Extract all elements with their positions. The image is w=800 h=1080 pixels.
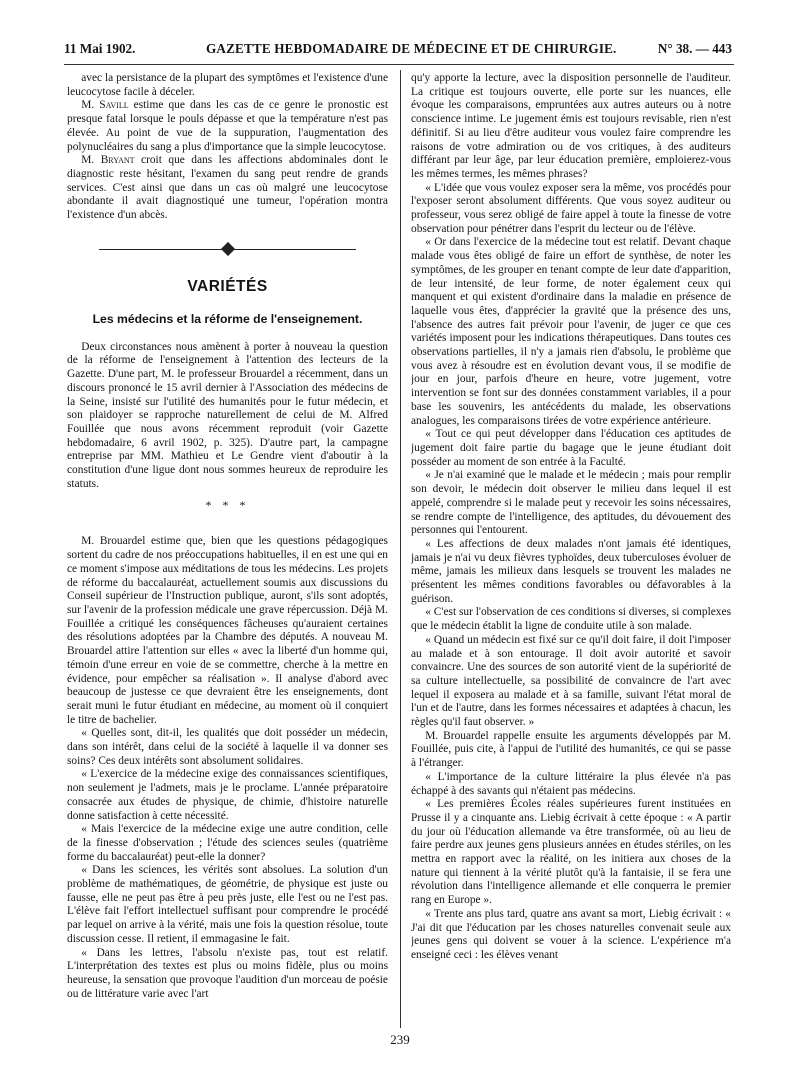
right-column (411, 72, 731, 1032)
speaker-name: M. Bryant (81, 154, 135, 167)
paragraph: « L'idée que vous voulez exposer sera la même, vos procédés pour l'exposer seront absolument différents. Que vous soyez auditeur ou professeur, vous serez obligé de faire appel à toute la finesse de votre observation pour pénétrer dans l'esprit du lecteur ou de l'élève. (411, 181, 731, 235)
paragraph: « Dans les lettres, l'absolu n'existe pas, tout est relatif. L'interprétation des textes est plus ou moins fidèle, plus ou moins heureuse, la sensation que provoque l'audition d'un morceau de poésie ou de littérature varie avec l'art (67, 946, 388, 1000)
issue-number-page: N° 38. — 443 (657, 41, 732, 56)
running-header (64, 40, 732, 58)
paragraph: M. Brouardel rappelle ensuite les arguments développés par M. Fouillée, puis cite, à l'appui de l'utilité des humanités, ce qui se passe à l'étranger. (411, 729, 731, 770)
paragraph: « Tout ce qui peut développer dans l'éducation ces aptitudes de jugement doit faire partie du bagage que le jeune étudiant doit posséder au moment de son entrée à la Faculté. (411, 428, 731, 468)
paragraph: M. Bryant croit que dans les affections abdominales dont le diagnostic reste hésitant, l'examen du sang peut rendre de grands services. C'est ainsi que dans un cas où malgré une leucocytose abondante il avait diagnostiqué une tumeur, l'opération montra l'existence d'un abcès. (67, 154, 388, 222)
header-rule (64, 64, 734, 65)
article-intro: Deux circonstances nous amènent à porter à nouveau la question de la réforme de l'enseignement à l'attention des lecteurs de la Gazette. D'une part, M. le professeur Brouardel a récemment, dans un discours prononcé le 15 avril dernier à l'Association des médecins de la Seine, insisté sur l'utilité des humanités pour le futur médecin, et son plaidoyer se rapproche naturellement de celui de M. Alfred Fouillée que nous avons récemment reproduit (voir Gazette hebdomadaire, 6 avril 1902, p. 325). D'autre part, la campagne entreprise par MM. Mathieu et Le Gendre vient d'aboutir à la constitution d'une ligue dont nous sommes heureux de reproduire les statuts. (67, 340, 388, 490)
paragraph: « Trente ans plus tard, quatre ans avant sa mort, Liebig écrivait : « J'ai dit que l'éducation par les choses naturelles convenait seule aux jeunes gens qui doivent se vouer à la science. L'expérience m'a enseigné ceci : les élèves venant (411, 907, 731, 961)
paragraph: M. Savill estime que dans les cas de ce genre le pronostic est presque fatal lorsque le pouls dépasse et que la température n'est pas élevée. Au point de vue de la suppuration, l'augmentation des polynucléaires du sang a plus d'importance que la simple leucocytose. (67, 99, 388, 153)
paragraph: « Les affections de deux malades n'ont jamais été identiques, jamais je n'ai vu deux fièvres typhoïdes, deux tuberculoses évoluer de même, jamais les milieux dans lesquels se trouvent les malades ne présentent les mêmes conditions favorables ou défavorables à la guérison. (411, 537, 731, 605)
page-folio: 239 (390, 1032, 410, 1047)
paragraph: « Dans les sciences, les vérités sont absolues. La solution d'un problème de mathématiques, de géométrie, de physique est juste ou fausse, elle ne peut pas être à peu près juste, elle l'est ou ne l'est pas. L'élève fait l'effort intellectuel suffisant pour comprendre le procédé par lequel on arrive à la vérité, mais une fois la question résolue, toute discussion cesse. Il retient, il emmagasine le fait. (67, 864, 388, 945)
diamond-icon (220, 242, 234, 256)
issue-date: 11 Mai 1902. (64, 41, 136, 56)
paragraph: « Les premières Écoles réales supérieures furent instituées en Prusse il y a cinquante ans. Liebig écrivait à cette époque : « A partir du jour où l'éducation allemande va être transformée, où au lieu de faire perdre aux jeunes gens plusieurs années en études stériles, on les mettra en rapport avec la réalité, on les initiera aux choses de la nature qui tiennent à la vérité plutôt qu'à la fantaisie, il se fera une révolution dans l'intelligence allemande et elle conquerra le premier rang en Europe ». (411, 798, 731, 907)
paragraph: avec la persistance de la plupart des symptômes et l'existence d'une leucocytose facile à déceler. (67, 72, 388, 98)
paragraph: qu'y apporte la lecture, avec la disposition personnelle de l'auditeur. La critique est toujours ouverte, elle porte sur les nuances, elle évoque les comparaisons, empruntées aux autres auteurs ou à notre conscience intime. Le jugement émis est toujours revisable, rien n'est définitif. Si au lieu d'être auditeur vous voulez faire comprendre les raisons de votre admiration ou de vos critiques, à des auditeurs différant par leur âge, par leur éducation première, emploierez-vous les mêmes termes, les mêmes phrases? (411, 72, 731, 180)
paragraph: « Mais l'exercice de la médecine exige une autre condition, celle de la finesse d'observation ; l'étude des sciences seules (quatrième forme du baccalauréat) peut-elle la donner? (67, 823, 388, 863)
journal-title: GAZETTE HEBDOMADAIRE DE MÉDECINE ET DE CHIRURGIE. (206, 41, 617, 56)
paragraph: M. Brouardel estime que, bien que les questions pédagogiques sortent du cadre de nos préoccupations habituelles, il en est une qui en ce moment s'impose aux méditations de tous les médecins. Les projets de réforme du baccalauréat, actuellement soumis aux discussions du Conseil supérieur de l'Instruction publique, auront, s'ils sont adoptés, sur l'avenir de la profession médicale une grave répercussion. Déjà M. Fouillée a critiqué les conséquences fâcheuses qu'auraient certaines des résolutions adoptées par la Chambre des députés. A nouveau M. Brouardel attire l'attention sur elles « avec la liberté d'un homme qui, témoin d'une erreur en voie de se commettre, cherche à la mettre en évidence, pour empêcher sa réalisation ». Il analyse d'abord avec beaucoup de justesse ce que devraient être les enseignements, dont serait muni le futur étudiant en médecine, au moment où il conquiert le titre de bachelier. (67, 535, 388, 726)
article-title: Les médecins et la réforme de l'enseignement. (92, 311, 363, 326)
paragraph: « Quand un médecin est fixé sur ce qu'il doit faire, il doit l'imposer au malade et à son entourage. Il doit avoir autorité et savoir convaincre. Une des sources de son autorité vient de la supériorité de sa culture intellectuelle, sa possibilité de convaincre de l'art avec lequel il exposera au malade et à sa famille, suivant l'état moral de l'un et de l'autre, dans les formes nécessaires et adaptées à chacun, les règles qu'il faut observer. » (411, 633, 731, 729)
paragraph: « Je n'ai examiné que le malade et le médecin ; mais pour remplir son devoir, le médecin doit observer le milieu dans lequel il est appelé, comprendre si le malade peut y recevoir les soins nécessaires, se rendre compte de l'intelligence, des aptitudes, du dévouement des personnes qui l'entourent. (411, 469, 731, 537)
paragraph: « Or dans l'exercice de la médecine tout est relatif. Devant chaque malade vous êtes obligé de faire un effort de synthèse, de noter les symptômes, de les grouper en tenant compte de leur date d'apparition, de leur intensité, de leur forme, de noter également ceux qui manquent et qui existent d'ordinaire dans la maladie en présence de laquelle vous êtes, d'apprécier la gravité que la présence des uns, l'absence des autres fait prévoir pour l'avenir, de juger ce que ces variétés imposent pour les indications thérapeutiques. Dans toutes ces observations partielles, il n'y a jamais rien d'absolu, le problème que vous avez à résoudre est en évolution devant vous, il se modifie de jour en jour, parfois d'heure en heure, votre jugement, votre intervention se font sur des données constamment variables, il a pour base les souvenirs, les antécédents du malade, les observations analogues, les comparaisons tirées de votre expérience antérieure. (411, 236, 731, 427)
section-title: VARIÉTÉS (187, 277, 268, 295)
paragraph: « L'importance de la culture littéraire la plus élevée n'a pas échappé à des savants qui n'étaient pas médecins. (411, 770, 731, 797)
column-divider (400, 70, 401, 1028)
paragraph: « L'exercice de la médecine exige des connaissances scientifiques, non seulement je l'admets, mais je le proclame. L'année préparatoire consacrée aux études de physique, de chimie, d'histoire naturelle donne satisfaction à cette nécessité. (67, 768, 388, 822)
section-ornament (67, 237, 388, 263)
paragraph: « C'est sur l'observation de ces conditions si diverses, si complexes que le médecin établit la ligne de conduite utile à son malade. (411, 606, 731, 633)
paragraph: « Quelles sont, dit-il, les qualités que doit posséder un médecin, dans son intérêt, dans celui de la société à laquelle il va donner ses soins? Ces deux intérêts sont absolument solidaires. (67, 727, 388, 767)
asterism-separator: * * * (205, 498, 250, 513)
speaker-name: M. Savill (81, 99, 129, 112)
left-column (67, 72, 388, 1032)
